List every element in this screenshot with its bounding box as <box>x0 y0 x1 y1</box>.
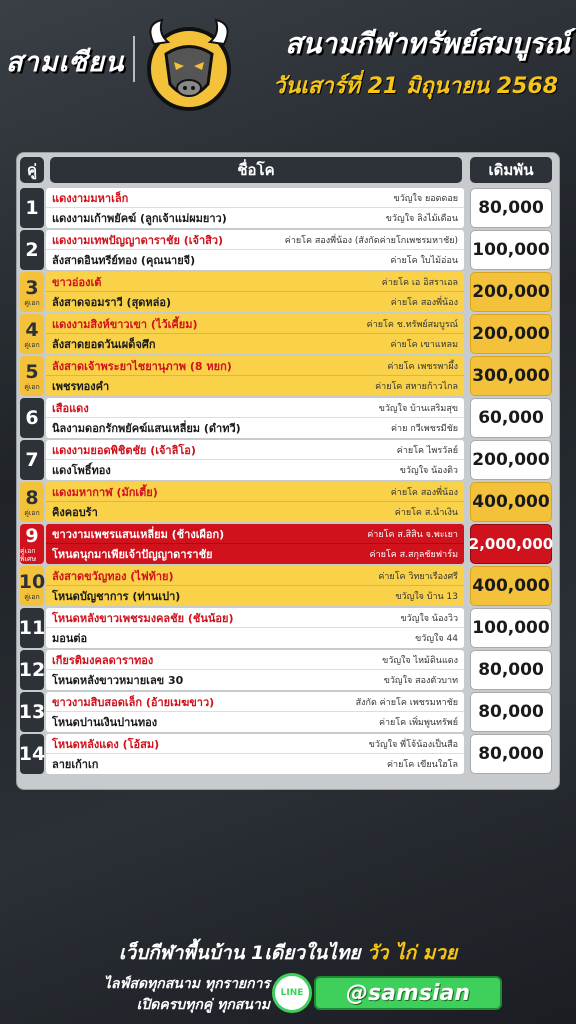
pair-number-badge <box>20 188 44 228</box>
contender-b-name: เพชรทองคำ <box>52 380 110 393</box>
line-app-icon[interactable] <box>272 973 312 1013</box>
pair-number-badge <box>20 398 44 438</box>
contender-a <box>46 524 464 544</box>
contender-a <box>46 566 464 586</box>
header <box>0 0 576 140</box>
bet-amount: 200,000 <box>470 272 552 312</box>
pair-number: 4 <box>25 319 39 341</box>
contender-b-name: นิลงามดอกรักพยัคฆ์แสนเหลี่ยม (ดำทวี) <box>52 422 241 435</box>
pair-names <box>46 272 464 312</box>
pair-number: 11 <box>18 617 46 639</box>
contender-b <box>46 460 464 480</box>
bet-amount: 2,000,000 <box>470 524 552 564</box>
brand-logo-text: สามเซียน <box>6 47 125 78</box>
bet-amount: 300,000 <box>470 356 552 396</box>
contender-a-owner: ขวัญใจ พี่โจ้น้องเป็นสือ <box>368 739 458 750</box>
bet-amount: 60,000 <box>470 398 552 438</box>
pair-number-badge <box>20 314 44 354</box>
contender-a-name: โหนดหลังแดง (โอ้สม) <box>52 737 160 751</box>
table-row <box>20 482 552 522</box>
contender-a <box>46 398 464 418</box>
contender-a-name: แดงมหากาฬ (มักเตี้ย) <box>52 485 158 499</box>
slogan-main: เว็บกีฬาพื้นบ้าน 1เดียวในไทย <box>118 942 361 964</box>
contender-a-owner: ขวัญใจ ไหม้ดินแดง <box>382 655 458 666</box>
column-header-pair: คู่ <box>20 157 44 183</box>
bet-amount: 80,000 <box>470 692 552 732</box>
contender-a <box>46 482 464 502</box>
contender-a-name: แดงงามเทพปัญญาดาราชัย (เจ้าสิว) <box>52 233 224 247</box>
contender-a-owner: ขวัญใจ ยอดดอย <box>393 193 458 204</box>
contender-b-name: ลังสาดยอดวันเผด็จศึก <box>52 338 156 351</box>
footer-line-2: เปิดครบทุกคู่ ทุกสนาม <box>136 997 270 1013</box>
contender-b-owner: ขวัญใจ น้องติว <box>399 466 458 476</box>
contender-b <box>46 628 464 648</box>
contender-b-name: โหนดปานเงินปานทอง <box>52 716 158 729</box>
line-handle-button[interactable]: @samsian <box>314 976 502 1010</box>
column-header-price: เดิมพัน <box>470 157 552 183</box>
pair-number-badge <box>20 482 44 522</box>
contender-b-name: แดงงามเก้าพยัคฆ์ (ลูกเจ้าแม่ผมยาว) <box>52 212 227 225</box>
contender-a-owner: ค่ายโค เอ อิสราเอล <box>381 277 458 288</box>
table-row <box>20 230 552 270</box>
pair-number-badge <box>20 272 44 312</box>
contender-b-name: โหนดนุกมาเพียเจ้าปัญญาดาราชัย <box>52 548 213 561</box>
slogan-highlight: วัว ไก่ มวย <box>367 942 458 964</box>
contender-a-name: ขาวงามเพชรแสนเหลี่ยม (ช้างเผือก) <box>52 527 225 541</box>
pair-number: 14 <box>18 743 46 765</box>
contender-a <box>46 440 464 460</box>
contender-a <box>46 692 464 712</box>
contender-a-name: ลังสาดเจ้าพระยาไชยานุภาพ (8 หยก) <box>52 359 232 373</box>
contender-a <box>46 272 464 292</box>
table-row <box>20 356 552 396</box>
contender-b <box>46 250 464 270</box>
contender-b-name: โหนดบัญชาการ (ท่านเปา) <box>52 590 181 603</box>
table-row <box>20 524 552 564</box>
contender-b-owner: ค่ายโค เพิ่มพูนทรัพย์ <box>378 718 458 728</box>
contender-b-owner: ค่ายโค ใบไม้อ่อน <box>390 256 458 266</box>
contender-a-name: เสือแดง <box>52 401 89 415</box>
contender-b <box>46 502 464 522</box>
contender-b-owner: ค่ายโค เขาแหลม <box>390 340 458 350</box>
pair-number-badge <box>20 650 44 690</box>
pair-tier-label: คู่เอกพิเศษ <box>20 547 37 563</box>
pair-names <box>46 692 464 732</box>
contender-b <box>46 334 464 354</box>
contender-a-owner: ค่ายโค ช.ทรัพย์สมบูรณ์ <box>366 319 458 330</box>
contender-b-owner: ค่ายโค เขียนใฮโล <box>387 760 458 770</box>
bet-amount: 80,000 <box>470 734 552 774</box>
footer-slogan <box>0 938 576 968</box>
pair-number-badge <box>20 440 44 480</box>
pair-tier-label: คู่เอก <box>24 383 40 391</box>
line-label: LINE <box>280 988 304 998</box>
table-row <box>20 734 552 774</box>
pair-tier-label: คู่เอก <box>24 341 40 349</box>
contender-b <box>46 712 464 732</box>
contender-a-name: แดงงามยอดพิชิตชัย (เจ้าลิโอ) <box>52 443 196 457</box>
bull-logo-icon <box>144 14 234 114</box>
pair-names <box>46 734 464 774</box>
table-row <box>20 440 552 480</box>
contender-b <box>46 208 464 228</box>
table-row <box>20 566 552 606</box>
contender-a <box>46 608 464 628</box>
contender-b <box>46 586 464 606</box>
bet-amount: 80,000 <box>470 188 552 228</box>
contender-b-name: คิงคอบร้า <box>52 506 98 519</box>
bet-amount: 200,000 <box>470 440 552 480</box>
contender-a <box>46 314 464 334</box>
pair-number-badge <box>20 230 44 270</box>
pair-number-badge <box>20 692 44 732</box>
pair-number: 12 <box>18 659 46 681</box>
event-date: วันเสาร์ที่ 21 มิถุนายน 2568 <box>273 74 558 99</box>
pair-names <box>46 566 464 606</box>
contender-a <box>46 650 464 670</box>
contender-b <box>46 292 464 312</box>
contender-a-name: แดงงามมหาเล็ก <box>52 191 129 205</box>
contender-a-name: ขาวอ่องเต้ <box>52 275 102 289</box>
pair-number: 3 <box>25 277 39 299</box>
table-row <box>20 692 552 732</box>
contender-b-name: โหนดหลังขาวหมายเลข 30 <box>52 674 184 687</box>
pair-names <box>46 650 464 690</box>
pair-number-badge <box>20 524 44 564</box>
pair-names <box>46 440 464 480</box>
footer-line-1: ไลฟ์สดทุกสนาม ทุกรายการ <box>103 976 270 992</box>
pair-names <box>46 314 464 354</box>
pair-names <box>46 398 464 438</box>
pair-names <box>46 482 464 522</box>
contender-a <box>46 230 464 250</box>
contender-a <box>46 188 464 208</box>
contender-a-owner: ค่ายโค เพชรพาผึ้ง <box>387 361 458 372</box>
contender-b-name: มอนต่อ <box>52 632 88 645</box>
contender-a-name: เกียรติมงคลดาราทอง <box>52 653 154 667</box>
contender-a-owner: ขวัญใจ น้องวิว <box>400 613 458 624</box>
contender-b <box>46 418 464 438</box>
bet-amount: 100,000 <box>470 230 552 270</box>
pair-number-badge <box>20 356 44 396</box>
contender-b-owner: ขวัญใจ บ้าน 13 <box>395 592 458 602</box>
contender-a-owner: ค่ายโค วิทยาเรืองศรี <box>378 571 458 582</box>
bet-amount: 80,000 <box>470 650 552 690</box>
pair-number-badge <box>20 608 44 648</box>
contender-b-owner: ค่ายโค ส.สกุลชัยฟาร์ม <box>369 550 458 560</box>
bet-amount: 400,000 <box>470 482 552 522</box>
pair-number: 5 <box>25 361 39 383</box>
pair-names <box>46 188 464 228</box>
contender-b-owner: ขวัญใจ 44 <box>415 634 458 644</box>
contender-b-owner: ค่ายโค สองพี่น้อง <box>390 298 458 308</box>
contender-b <box>46 754 464 774</box>
pair-number: 8 <box>25 487 39 509</box>
stadium-title: สนามกีฬาทรัพย์สมบูรณ์ <box>285 27 570 60</box>
column-header-name: ชื่อโค <box>50 157 462 183</box>
contender-b-owner: ขวัญใจ ลิงไม้เดือน <box>385 214 458 224</box>
contender-a-owner: สังกัด ค่ายโค เพชรมหาชัย <box>355 697 458 708</box>
contender-b <box>46 376 464 396</box>
table-row <box>20 188 552 228</box>
contender-b-name: ลังสาดจอมราวี (สุดหล่อ) <box>52 296 172 309</box>
pair-names <box>46 230 464 270</box>
pair-names <box>46 524 464 564</box>
table-row <box>20 608 552 648</box>
contender-b-owner: ขวัญใจ สองตัวบาท <box>383 676 458 686</box>
bet-amount: 400,000 <box>470 566 552 606</box>
contender-b-owner: ค่ายโค ส.นำเงิน <box>394 508 458 518</box>
contender-a <box>46 356 464 376</box>
pair-tier-label: คู่เอก <box>24 299 40 307</box>
pair-tier-label: คู่เอก <box>24 593 40 601</box>
pair-number: 2 <box>25 239 39 261</box>
contender-a-owner: ค่ายโค สองพี่น้อง (สังกัดค่ายโกเพชรมหาชัย) <box>284 235 458 246</box>
contender-b <box>46 544 464 564</box>
pair-tier-label: คู่เอก <box>24 509 40 517</box>
contender-a-name: แดงงามสิงห์ขาวเขา (ไว้เคี้ยม) <box>52 317 198 331</box>
pair-number: 13 <box>18 701 46 723</box>
bet-amount: 200,000 <box>470 314 552 354</box>
contender-b-owner: ค่ายโค สหายก้าวไกล <box>375 382 458 392</box>
pair-number: 9 <box>25 525 39 547</box>
pair-names <box>46 608 464 648</box>
pair-number: 1 <box>25 197 39 219</box>
pair-number-badge <box>20 566 44 606</box>
contender-b-name: แดงโพธิ์ทอง <box>52 464 111 477</box>
table-row <box>20 650 552 690</box>
pair-number: 7 <box>25 449 39 471</box>
table-row <box>20 272 552 312</box>
pair-number: 10 <box>18 571 46 593</box>
contender-a-owner: ค่ายโค ไพรวัลย์ <box>396 445 458 456</box>
contender-b <box>46 670 464 690</box>
pair-number-badge <box>20 734 44 774</box>
bet-amount: 100,000 <box>470 608 552 648</box>
pair-number: 6 <box>25 407 39 429</box>
contender-a <box>46 734 464 754</box>
header-divider <box>133 36 135 82</box>
pair-names <box>46 356 464 396</box>
contender-a-name: โหนดหลังขาวเพชรมงคลชัย (ชันน้อย) <box>52 611 234 625</box>
contender-a-owner: ค่ายโค สองพี่น้อง <box>390 487 458 498</box>
contender-b-name: ลายเก้าเก <box>52 758 99 771</box>
contender-b-name: ลังสาดอินทรีย์ทอง (คุณนายจี) <box>52 254 196 267</box>
contender-a-name: ลังสาดขวัญทอง (ไฟท้าย) <box>52 569 174 583</box>
contender-b-owner: ค่าย กวีเพชรมีชัย <box>391 424 458 434</box>
contender-a-owner: ขวัญใจ บ้านเสริมสุข <box>378 403 458 414</box>
table-row <box>20 398 552 438</box>
contender-a-name: ขาวงามสิบสอดเล็ก (อ้ายเมฆขาว) <box>52 695 215 709</box>
table-row <box>20 314 552 354</box>
contender-a-owner: ค่ายโค ส.สิสิน จ.พะเยา <box>367 529 458 540</box>
